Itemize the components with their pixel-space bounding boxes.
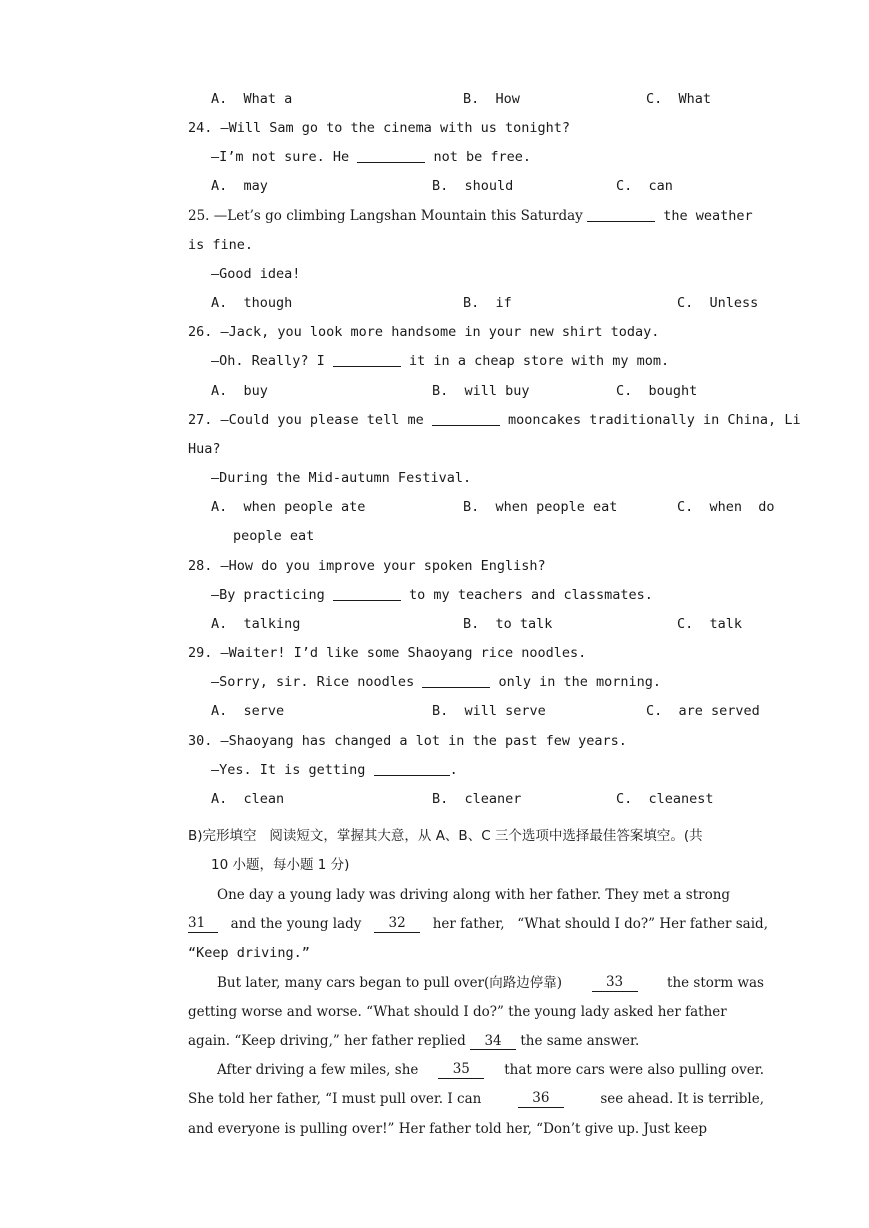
q27-option-a-cont: people eat [233, 528, 315, 544]
section-b-heading: B)完形填空 阅读短文，掌握其大意，从 A、B、C 三个选项中选择最佳答案填空。(共 [188, 828, 703, 844]
q28-option-b: B. to talk [463, 616, 553, 632]
q24-blank [357, 148, 425, 163]
q27-option-b: B. when people eat [463, 499, 618, 515]
passage-p1-line3: “Keep driving.” [188, 945, 310, 961]
q27-stem: 27. —Could you please tell me mooncakes traditionally in China, Li [188, 412, 801, 428]
q27-reply: —During the Mid-autumn Festival. [211, 470, 472, 486]
q26-reply: —Oh. Really? I it in a cheap store with my mom. [211, 353, 670, 369]
q25-option-c: C. Unless [677, 295, 759, 311]
q25-option-a: A. though [211, 295, 293, 311]
passage-p3-line3: and everyone is pulling over!” Her father told her, “Don’t give up. Just keep [188, 1121, 708, 1137]
q26-option-c: C. bought [616, 383, 698, 399]
q30-option-b: B. cleaner [432, 791, 522, 807]
q23-option-c: C. What [646, 91, 712, 107]
q26-option-a: A. buy [211, 383, 268, 399]
q30-option-c: C. cleanest [616, 791, 714, 807]
passage-p1-line1: One day a young lady was driving along with her father. They met a strong [217, 887, 731, 903]
q25-stem: 25. —Let’s go climbing Langshan Mountain this Saturday the weather [188, 208, 753, 224]
q29-option-c: C. are served [646, 703, 760, 719]
blank-36: 36 [518, 1090, 564, 1108]
q28-option-a: A. talking [211, 616, 301, 632]
passage-p3-line2: She told her father, “I must pull over. I can 36 see ahead. It is terrible, [188, 1090, 764, 1107]
q24-option-b: B. should [432, 178, 514, 194]
blank-34: 34 [470, 1033, 516, 1050]
q27-option-c: C. when do [677, 499, 775, 515]
q24-stem: 24. —Will Sam go to the cinema with us tonight? [188, 120, 571, 136]
blank-33: 33 [592, 974, 638, 992]
q28-blank [333, 586, 401, 601]
section-b-heading-cont: 10 小题，每小题 1 分) [211, 857, 350, 873]
q26-option-b: B. will buy [432, 383, 530, 399]
q25-reply: —Good idea! [211, 266, 301, 282]
q29-option-b: B. will serve [432, 703, 546, 719]
passage-p1-line2: 31 and the young lady 32 her father, “What should I do?” Her father said, [188, 915, 768, 932]
q25-blank [587, 207, 655, 222]
q24-reply: —I’m not sure. He not be free. [211, 149, 531, 165]
blank-32: 32 [374, 915, 420, 933]
q29-reply: —Sorry, sir. Rice noodles only in the morning. [211, 674, 662, 690]
q29-stem: 29. —Waiter! I’d like some Shaoyang rice noodles. [188, 645, 587, 661]
q27-blank [432, 411, 500, 426]
passage-p2-line3: again. “Keep driving,” her father replied 34 the same answer. [188, 1033, 640, 1049]
q28-option-c: C. talk [677, 616, 743, 632]
passage-p3-line1: After driving a few miles, she 35 that more cars were also pulling over. [217, 1061, 764, 1078]
q30-reply: —Yes. It is getting . [211, 762, 458, 778]
q28-reply: —By practicing to my teachers and classmates. [211, 587, 653, 603]
q27-option-a: A. when people ate [211, 499, 366, 515]
passage-p2-line2: getting worse and worse. “What should I do?” the young lady asked her father [188, 1004, 727, 1020]
blank-35: 35 [438, 1061, 484, 1079]
q24-option-a: A. may [211, 178, 268, 194]
q30-stem: 30. —Shaoyang has changed a lot in the past few years. [188, 733, 627, 749]
q23-option-b: B. How [463, 91, 520, 107]
q25-option-b: B. if [463, 295, 512, 311]
q24-option-c: C. can [616, 178, 673, 194]
q25-stem-cont: is fine. [188, 237, 254, 253]
q26-blank [333, 352, 401, 367]
q27-stem-cont: Hua? [188, 441, 221, 457]
passage-p2-line1: But later, many cars began to pull over(向路边停靠) 33 the storm was [217, 974, 764, 991]
q29-blank [422, 673, 490, 688]
q29-option-a: A. serve [211, 703, 285, 719]
q30-blank [374, 761, 450, 776]
blank-31: 31 [188, 915, 218, 933]
q30-option-a: A. clean [211, 791, 285, 807]
q23-option-a: A. What a [211, 91, 293, 107]
q28-stem: 28. —How do you improve your spoken English? [188, 558, 546, 574]
q26-stem: 26. —Jack, you look more handsome in your new shirt today. [188, 324, 660, 340]
